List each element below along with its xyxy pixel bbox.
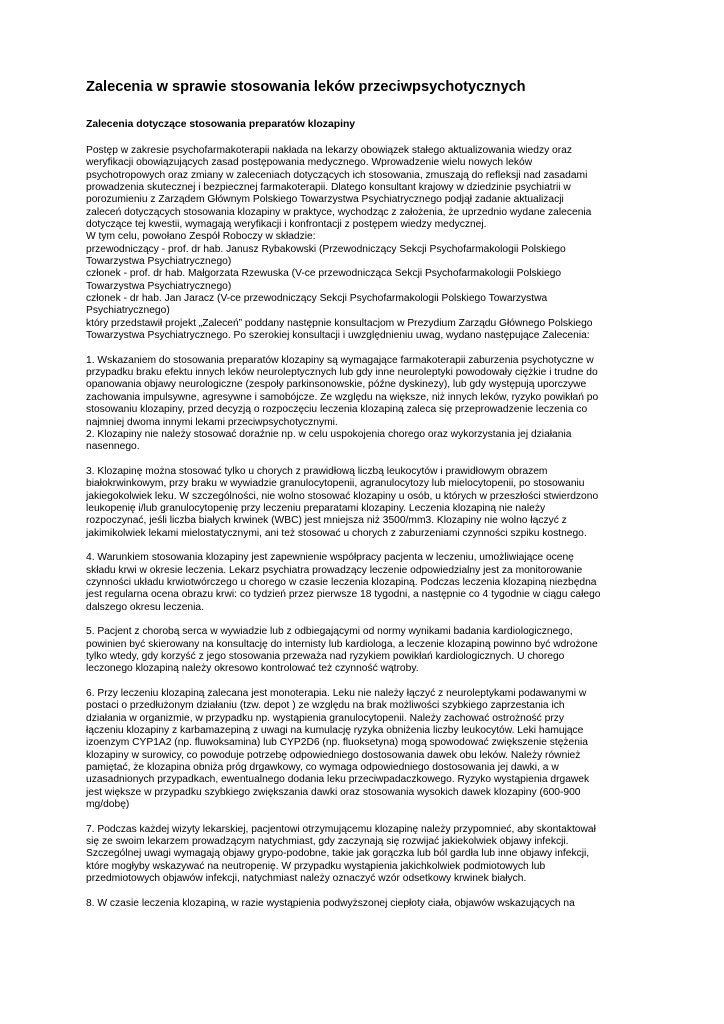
text-line: tylko wtedy, gdy korzyść z jego stosowania przeważa nad ryzykiem powikłań kardiologicznych. U chorego: [86, 650, 565, 662]
text-line: klozapiny w surowicy, co powoduje potrzebę odpowiedniego dostosowania dawek obu leków. Należy również: [86, 749, 581, 761]
text-line: członek - dr hab. Jan Jaracz (V-ce przewodniczący Sekcji Psychofarmakologii Polskiego Towarzystwa: [86, 293, 548, 305]
text-line: jakiegokolwiek leku. W szczególności, nie wolno stosować klozapiny u osób, u których w przeszłości stwierdzono: [86, 490, 599, 502]
text-line: opanowania objawy neurologiczne (zespoły parkinsonowskie, późne dyskinezy), lub gdy występują uporczywe: [86, 379, 587, 391]
text-line: przedmiotowych objawów infekcji, natychmiast należy oznaczyć wzór odsetkowy krwinek białych.: [86, 873, 527, 884]
text-line: Towarzystwa Psychiatrycznego. Po szerokiej konsultacji i uwzględnieniu uwag, wydano następujące Zalecenia:: [86, 330, 590, 342]
text-line: jakimikolwiek lekami mielostatycznymi, ani też stosować u chorych z zaburzeniami czynności szpiku kostnego.: [86, 527, 587, 539]
text-line: 6. Przy leczeniu klozapiną zalecana jest monoterapia. Leku nie należy łączyć z neuroleptykami podawanymi w: [86, 687, 587, 699]
text-line: weryfikacji obowiązujących zasad postępowania medycznego. Wprowadzenie wielu nowych leków: [86, 157, 533, 169]
paragraph: [86, 466, 642, 540]
text-line: mg/dobę): [86, 798, 130, 810]
text-line: dotyczące tej kwestii, wymagają weryfikacji i konfrontacji z postępem wiedzy medycznej.: [86, 219, 487, 231]
text-line: członek - prof. dr hab. Małgorzata Rzewuska (V-ce przewodnicząca Sekcji Psychofarmakologii Polskiego: [86, 268, 562, 280]
paragraph: [86, 626, 642, 675]
text-line: uzasadnionych przypadkach, ewentualnego dodania leku przeciwpadaczkowego. Ryzyko wystąpienia drgawek: [86, 774, 590, 786]
text-line: powinien być skierowany na konsultację do internisty lub kardiologa, a leczenie klozapiną powinno być wdrożone: [86, 638, 598, 650]
text-line: przypadku braku efektu innych leków neuroleptycznych lub gdy inne neuroleptyki powodowały ciężkie i trudne do: [86, 367, 598, 379]
section-title: Zalecenia dotyczące stosowania preparatów klozapiny: [86, 119, 356, 130]
text-line: zachowania impulsywne, agresywne i samobójcze. Ze względu na większe, niż innych leków, ryzyko powikłań po: [86, 391, 599, 403]
text-line: psychotropowych oraz zmiany w zaleceniach dotyczących ich stosowania, zmuszają do refleksji nad zasadami: [86, 169, 588, 181]
text-line: działania w organizmie, w przypadku np. wystąpienia granulocytopenii. Należy zachować ostrożność przy: [86, 712, 565, 724]
text-line: prowadzenia skutecznej i bezpiecznej farmakoterapii. Dlatego konsultant krajowy w dziedzinie psychiatrii w: [86, 182, 571, 194]
text-line: się ze swoim lekarzem prowadzącym natychmiast, gdy zaczynają się rozwijać jakiekolwiek objawy infekcji.: [86, 835, 569, 847]
text-line: Szczególnej uwagi wymagają objawy grypo-podobne, takie jak gorączka lub ból gardła lub inne objawy infekcji,: [86, 848, 590, 860]
text-line: przewodniczący - prof. dr hab. Janusz Rybakowski (Przewodniczący Sekcji Psychofarmakologii Polskiego: [86, 243, 566, 255]
document-title: Zalecenia w sprawie stosowania leków przeciwpsychotycznych: [86, 79, 526, 95]
text-line: czynności układu krwiotwórczego u chorego w czasie leczenia klozapiną. Podczas leczenia klozapiną niezbędna: [86, 576, 597, 588]
text-line: pamiętać, że klozapina obniża próg drgawkowy, co wymaga odpowiedniego dostosowania jej dawki, a w: [86, 761, 559, 773]
text-line: Postęp w zakresie psychofarmakoterapii nakłada na lekarzy obowiązek stałego aktualizowania wiedzy oraz: [86, 145, 572, 156]
paragraph: [86, 688, 642, 811]
text-line: leukopenię i/lub granulocytopenię przy leczeniu preparatami klozapiny. Leczenia klozapiną nie należy: [86, 502, 546, 514]
text-line: 8. W czasie leczenia klozapiną, w razie wystąpienia podwyższonej ciepłoty ciała, objawów wskazujących na: [86, 897, 575, 909]
text-line: jest większe w przypadku szybkiego zwiększania dawki oraz stosowania wysokich dawek klozapiny (600-900: [86, 786, 581, 798]
text-line: łączeniu klozapiny z karbamazepiną z uwagi na kumulację ryzyka obniżenia liczby leukocytów. Leki hamujące: [86, 724, 584, 736]
text-line: jest regularna ocena obrazu krwi: co tydzień przez pierwsze 18 tygodni, a następnie co 4 tygodnie w ciągu całego: [86, 589, 601, 601]
text-line: dalszego okresu leczenia.: [86, 601, 204, 613]
paragraph: [86, 355, 642, 454]
document-page: [86, 78, 642, 922]
text-line: zaleceń dotyczących stosowania klozapiny w praktyce, wychodząc z założenia, że uprzednio wydane zalecenia: [86, 206, 592, 218]
text-line: 4. Warunkiem stosowania klozapiny jest zapewnienie współpracy pacjenta w leczeniu, umożliwiające ocenę: [86, 552, 574, 564]
text-line: 1. Wskazaniem do stosowania preparatów klozapiny są wymagające farmakoterapii zaburzenia psychotyczne w: [86, 354, 594, 366]
text-line: Towarzystwa Psychiatrycznego): [86, 280, 232, 292]
text-line: które mogłyby wskazywać na neutropenię. W przypadku wystąpienia jakichkolwiek podmiotowych lub: [86, 860, 546, 872]
text-line: który przedstawił projekt „Zaleceń” poddany następnie konsultacjom w Prezydium Zarządu Głównego Polskiego: [86, 317, 593, 329]
text-line: Psychiatrycznego): [86, 305, 170, 317]
text-line: nasennego.: [86, 441, 140, 453]
text-line: 5. Pacjent z chorobą serca w wywiadzie lub z odbiegającymi od normy wynikami badania kardiologicznego,: [86, 626, 573, 638]
text-line: postaci o przedłużonym działaniu (tzw. depot ) ze względu na brak możliwości szybkiego zaprzestania ich: [86, 700, 565, 712]
text-line: leczonego klozapiną należy okresowo kontrolować też czynność wątroby.: [86, 663, 419, 675]
text-line: 2. Klozapiny nie należy stosować doraźnie np. w celu uspokojenia chorego oraz wykorzystania jej działania: [86, 428, 572, 440]
text-line: najmniej dwoma innymi lekami przeciwpsychotycznymi.: [86, 416, 338, 428]
paragraph: [86, 824, 642, 886]
paragraph: [86, 145, 642, 343]
text-line: Towarzystwa Psychiatrycznego): [86, 256, 232, 268]
text-line: stosowaniu klozapiny, przed decyzją o rozpoczęciu leczenia klozapiną zaleca się przeprowadzenie leczenia co: [86, 404, 588, 416]
text-line: 3. Klozapinę można stosować tylko u chorych z prawidłową liczbą leukocytów i prawidłowym obrazem: [86, 465, 548, 477]
document-body: [86, 145, 642, 910]
text-line: izoenzym CYP1A2 (np. fluwoksamina) lub CYP2D6 (np. fluoksetyna) mogą spowodować zwiększenie stężenia: [86, 737, 588, 749]
paragraph: [86, 898, 642, 910]
text-line: białokrwinkowym, przy braku w wywiadzie granulocytopenii, agranulocytozy lub mielocytopenii, po stosowaniu: [86, 478, 585, 490]
text-line: porozumieniu z Zarządem Głównym Polskiego Towarzystwa Psychiatrycznego podjął zadanie aktualizacji: [86, 194, 564, 206]
text-line: 7. Podczas każdej wizyty lekarskiej, pacjentowi otrzymującemu klozapinę należy przypomnieć, aby skontaktował: [86, 823, 596, 835]
paragraph: [86, 552, 642, 614]
text-line: W tym celu, powołano Zespół Roboczy w składzie:: [86, 231, 316, 243]
text-line: rozpoczynać, jeśli liczba białych krwinek (WBC) jest mniejsza niż 3500/mm3. Klozapiny nie wolno łączyć z: [86, 515, 567, 527]
text-line: składu krwi w okresie leczenia. Lekarz psychiatra prowadzący leczenie odpowiedzialny jest za monitorowanie: [86, 564, 583, 576]
